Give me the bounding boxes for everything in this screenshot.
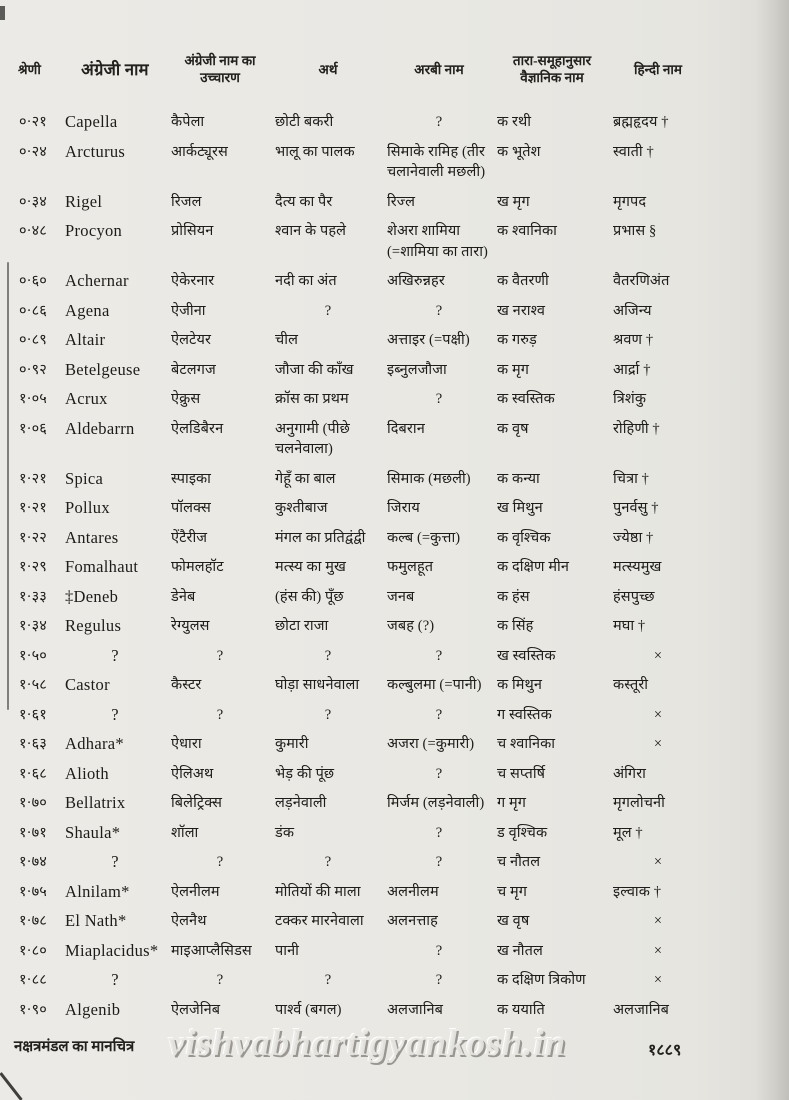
- cell-hindi-name: अजिन्य: [613, 302, 652, 319]
- cell-magnitude: १·८०: [19, 942, 47, 959]
- table-body: [16, 112, 728, 1020]
- cell-english-name: Betelgeuse: [65, 359, 141, 379]
- cell-magnitude: १·७८: [19, 913, 47, 929]
- cell-meaning: ?: [324, 302, 332, 319]
- table-row: [16, 528, 728, 549]
- cell-scientific-name: क श्वानिका: [497, 223, 558, 239]
- cell-magnitude: १·०५: [19, 391, 47, 407]
- cell-pronunciation: कैस्टर: [171, 677, 202, 693]
- cell-hindi-name: मघा †: [613, 618, 646, 634]
- cell-pronunciation: ऐलनीलम: [171, 883, 220, 900]
- cell-arabic-name: कल्ब (=कुत्ता): [387, 529, 461, 546]
- cell-meaning: गेहूँ का बाल: [275, 470, 336, 487]
- cell-english-name: Spica: [65, 468, 104, 488]
- cell-meaning: पानी: [275, 942, 299, 959]
- cell-magnitude: १·७०: [19, 795, 47, 811]
- cell-hindi-name: ×: [653, 972, 663, 988]
- cell-meaning: पार्श्व (बगल): [275, 1001, 342, 1018]
- cell-meaning: भेड़ की पूंछ: [275, 765, 335, 782]
- cell-pronunciation: स्पाइका: [171, 470, 212, 487]
- cell-hindi-name: आर्द्रा †: [613, 361, 651, 378]
- cell-hindi-name: ×: [653, 854, 663, 870]
- cell-english-name: Bellatrix: [65, 793, 126, 812]
- cell-english-name: Aldebarrn: [65, 418, 135, 438]
- cell-meaning: अनुगामी (पीछे चलनेवाला): [275, 420, 350, 457]
- cell-scientific-name: क ययाति: [497, 1001, 545, 1018]
- cell-english-name: ?: [111, 645, 119, 665]
- cell-pronunciation: रिजल: [171, 193, 202, 210]
- cell-scientific-name: क मृग: [497, 361, 529, 378]
- cell-hindi-name: त्रिशंकु: [613, 391, 647, 407]
- cell-scientific-name: ख नौतल: [497, 942, 543, 959]
- table-row: [16, 882, 728, 903]
- cell-magnitude: १·९०: [19, 1001, 47, 1018]
- cell-english-name: Procyon: [65, 221, 123, 240]
- cell-english-name: ?: [111, 852, 119, 871]
- table-row: [16, 271, 728, 292]
- cell-pronunciation: ऐकेरनार: [171, 273, 215, 289]
- cell-pronunciation: पॉलक्स: [171, 500, 211, 516]
- column-header-magnitude: श्रेणी: [18, 61, 41, 77]
- cell-english-name: Achernar: [65, 271, 129, 290]
- cell-arabic-name: ?: [435, 302, 443, 319]
- cell-meaning: श्वान के पहले: [275, 223, 347, 239]
- cell-arabic-name: जबह (?): [387, 618, 435, 634]
- cell-meaning: कुश्तीबाज: [275, 500, 328, 516]
- table-row: [16, 616, 728, 637]
- cell-hindi-name: पुनर्वसु †: [613, 500, 659, 516]
- cell-english-name: Castor: [65, 675, 110, 694]
- cell-arabic-name: ?: [435, 972, 443, 988]
- cell-pronunciation: ऐक्रुस: [171, 391, 201, 407]
- table-row: [16, 142, 728, 183]
- cell-arabic-name: अखिरुन्नहर: [387, 273, 445, 289]
- column-header-hindi-name: हिन्दी नाम: [634, 61, 682, 77]
- table-row: [16, 360, 728, 381]
- cell-magnitude: १·७४: [19, 854, 47, 870]
- cell-arabic-name: ?: [435, 391, 443, 407]
- page-number: १८८९: [648, 1042, 682, 1059]
- cell-english-name: ?: [111, 970, 119, 989]
- cell-magnitude: १·२१: [19, 470, 47, 487]
- cell-english-name: Algenib: [65, 999, 121, 1019]
- cell-magnitude: १·५०: [19, 647, 47, 664]
- cell-magnitude: १·६३: [19, 736, 47, 752]
- cell-scientific-name: च मृग: [497, 883, 528, 900]
- scan-mark-top-left: [0, 6, 5, 20]
- cell-meaning: मत्स्य का मुख: [275, 559, 346, 575]
- table-row: [16, 498, 728, 519]
- cell-meaning: ?: [324, 647, 332, 664]
- cell-hindi-name: अलजानिब: [613, 1001, 670, 1018]
- cell-pronunciation: डेनेब: [171, 588, 196, 605]
- cell-english-name: Acrux: [65, 389, 108, 408]
- cell-scientific-name: क भूतेश: [497, 143, 541, 160]
- cell-magnitude: ०·८६: [19, 302, 47, 319]
- table-row: [16, 557, 728, 578]
- table-row: [16, 192, 728, 213]
- cell-meaning: नदी का अंत: [275, 273, 337, 289]
- cell-english-name: ?: [111, 704, 119, 724]
- table-row: [16, 911, 728, 932]
- column-header-english-name: अंग्रेजी नाम: [81, 59, 149, 79]
- cell-scientific-name: च नौतल: [497, 854, 541, 870]
- cell-meaning: डंक: [275, 824, 295, 841]
- cell-arabic-name: जिराय: [387, 500, 420, 516]
- cell-magnitude: १·८८: [19, 972, 47, 988]
- cell-scientific-name: क मिथुन: [497, 677, 543, 693]
- cell-meaning: लड़नेवाली: [275, 795, 327, 811]
- cell-hindi-name: ×: [653, 913, 663, 929]
- cell-scientific-name: ख मृग: [497, 193, 530, 210]
- cell-meaning: मंगल का प्रतिद्वंद्वी: [275, 529, 366, 546]
- cell-magnitude: १·७५: [19, 883, 47, 900]
- cell-scientific-name: क कन्या: [497, 470, 540, 487]
- cell-arabic-name: अलनीलम: [387, 883, 439, 900]
- cell-magnitude: १·३४: [19, 618, 47, 634]
- cell-magnitude: १·२९: [19, 559, 47, 575]
- cell-english-name: Rigel: [65, 191, 103, 211]
- table-row: [16, 301, 728, 322]
- scan-shadow-right: [755, 0, 789, 1100]
- table-row: [16, 419, 728, 460]
- cell-magnitude: १·५८: [19, 677, 47, 693]
- cell-pronunciation: फोमलहॉट: [171, 559, 224, 575]
- cell-pronunciation: बेटलगज: [171, 361, 216, 378]
- cell-meaning: घोड़ा साधनेवाला: [275, 677, 360, 693]
- cell-arabic-name: अजरा (=कुमारी): [387, 736, 475, 752]
- cell-scientific-name: ख नराश्व: [497, 302, 546, 319]
- cell-meaning: चील: [275, 332, 298, 348]
- cell-hindi-name: मृगपद: [613, 193, 647, 210]
- cell-pronunciation: ऐलजेनिब: [171, 1001, 221, 1018]
- cell-pronunciation: आर्कट्यूरस: [171, 143, 228, 160]
- cell-arabic-name: जनब: [387, 588, 415, 605]
- cell-scientific-name: ख मिथुन: [497, 500, 543, 516]
- cell-scientific-name: च सप्तर्षि: [497, 765, 546, 782]
- cell-meaning: कुमारी: [275, 736, 309, 752]
- cell-hindi-name: ×: [653, 942, 663, 959]
- cell-magnitude: १·६१: [19, 706, 47, 723]
- cell-hindi-name: श्रवण †: [613, 332, 654, 348]
- cell-meaning: क्रॉस का प्रथम: [275, 391, 349, 407]
- cell-arabic-name: अत्ताइर (=पक्षी): [387, 332, 470, 348]
- table-row: [16, 734, 728, 755]
- scan-edge-line: [7, 262, 9, 710]
- cell-meaning: ?: [324, 706, 332, 723]
- cell-arabic-name: इब्नुलजौजा: [387, 361, 447, 378]
- cell-hindi-name: इल्वाक †: [613, 883, 662, 900]
- cell-arabic-name: ?: [435, 647, 443, 664]
- cell-arabic-name: ?: [435, 114, 443, 130]
- cell-pronunciation: ऐलडिबैरन: [171, 420, 224, 437]
- cell-hindi-name: हंसपुच्छ: [613, 588, 655, 605]
- cell-pronunciation: ?: [216, 854, 224, 870]
- cell-english-name: Regulus: [65, 616, 122, 635]
- cell-pronunciation: शॉला: [171, 824, 199, 841]
- cell-hindi-name: स्वाती †: [613, 143, 654, 160]
- cell-magnitude: ०·२१: [19, 114, 47, 130]
- table-row: [16, 675, 728, 696]
- cell-meaning: ?: [324, 972, 332, 988]
- table-row: [16, 764, 728, 785]
- cell-pronunciation: माइआप्लैसिडस: [171, 942, 252, 959]
- table-row: [16, 330, 728, 351]
- cell-arabic-name: ?: [435, 706, 443, 723]
- column-header-meaning: अर्थ: [318, 61, 338, 77]
- cell-arabic-name: कल्बुलमा (=पानी): [387, 677, 482, 693]
- cell-scientific-name: क दक्षिण मीन: [497, 559, 569, 575]
- column-header-scientific-name: तारा-समूहानुसार वैज्ञानिक नाम: [512, 53, 592, 85]
- cell-arabic-name: ?: [435, 765, 443, 782]
- cell-hindi-name: रोहिणी †: [613, 420, 660, 437]
- table-row: [16, 823, 728, 844]
- cell-hindi-name: वैतरणिअंत: [613, 273, 670, 289]
- cell-scientific-name: क वैतरणी: [497, 273, 549, 289]
- cell-hindi-name: ×: [653, 706, 663, 723]
- table-row: [16, 221, 728, 262]
- cell-magnitude: ०·३४: [19, 193, 47, 210]
- cell-english-name: Pollux: [65, 498, 110, 517]
- cell-arabic-name: ?: [435, 854, 443, 870]
- cell-scientific-name: क सिंह: [497, 618, 534, 634]
- star-name-table: [16, 40, 728, 1029]
- cell-pronunciation: ऐलनैथ: [171, 913, 207, 929]
- cell-scientific-name: क हंस: [497, 588, 530, 605]
- cell-pronunciation: ऐंटैरीज: [171, 529, 208, 546]
- cell-magnitude: १·२२: [19, 529, 47, 546]
- table-row: [16, 1000, 728, 1021]
- cell-english-name: Fomalhaut: [65, 557, 139, 576]
- cell-english-name: El Nath*: [65, 911, 127, 930]
- cell-magnitude: ०·६०: [19, 273, 47, 289]
- cell-scientific-name: क रथी: [497, 114, 532, 130]
- table-row: [16, 389, 728, 410]
- table-row: [16, 646, 728, 667]
- cell-english-name: Alnilam*: [65, 881, 130, 901]
- cell-hindi-name: प्रभास §: [613, 223, 657, 239]
- cell-pronunciation: कैपेला: [171, 114, 205, 130]
- cell-magnitude: ०·२४: [19, 143, 47, 160]
- cell-arabic-name: शेअरा शामिया (=शामिया का तारा): [387, 223, 488, 260]
- cell-scientific-name: क गरुड़: [497, 332, 537, 348]
- cell-arabic-name: दिबरान: [387, 420, 425, 437]
- table-row: [16, 469, 728, 490]
- cell-magnitude: १·२१: [19, 500, 47, 516]
- cell-meaning: टक्कर मारनेवाला: [275, 913, 364, 929]
- cell-magnitude: १·३३: [19, 588, 47, 605]
- cell-arabic-name: फमुलहूत: [387, 559, 434, 575]
- cell-hindi-name: ×: [653, 647, 663, 664]
- cell-pronunciation: ?: [216, 972, 224, 988]
- cell-meaning: ?: [324, 854, 332, 870]
- cell-english-name: Arcturus: [65, 141, 126, 161]
- table-header-row: [16, 40, 728, 98]
- cell-magnitude: ०·४८: [19, 223, 47, 239]
- cell-arabic-name: रिज्ल: [387, 193, 416, 210]
- cell-magnitude: ०·९२: [19, 361, 47, 378]
- cell-hindi-name: ज्येष्ठा †: [613, 529, 654, 546]
- cell-arabic-name: अलजानिब: [387, 1001, 444, 1018]
- cell-pronunciation: ऐजीना: [171, 302, 206, 319]
- cell-meaning: मोतियों की माला: [275, 883, 361, 900]
- cell-english-name: Antares: [65, 527, 119, 547]
- cell-meaning: (हंस की) पूँछ: [275, 588, 344, 605]
- cell-hindi-name: कस्तूरी: [613, 677, 649, 693]
- cell-hindi-name: मृगलोचनी: [613, 795, 665, 811]
- cell-magnitude: ०·८९: [19, 332, 47, 348]
- cell-scientific-name: क दक्षिण त्रिकोण: [497, 972, 586, 988]
- cell-hindi-name: अंगिरा: [613, 765, 646, 782]
- table-row: [16, 970, 728, 991]
- cell-scientific-name: ख वृष: [497, 913, 530, 929]
- table-row: [16, 941, 728, 962]
- column-header-arabic-name: अरबी नाम: [414, 61, 464, 77]
- scan-mark-bottom-left: [0, 1072, 23, 1100]
- table-row: [16, 852, 728, 873]
- cell-scientific-name: ख स्वस्तिक: [497, 647, 556, 664]
- cell-arabic-name: सिमाके रामिह (तीर चलानेवाली मछली): [387, 143, 486, 180]
- table-row: [16, 705, 728, 726]
- cell-meaning: दैत्य का पैर: [275, 193, 333, 210]
- cell-scientific-name: ग मृग: [497, 795, 527, 811]
- cell-arabic-name: मिर्जम (लड़नेवाली): [387, 795, 485, 811]
- cell-english-name: Alioth: [65, 763, 109, 783]
- cell-pronunciation: ऐधारा: [171, 736, 202, 752]
- cell-scientific-name: क स्वस्तिक: [497, 391, 555, 407]
- cell-arabic-name: अलनत्ताह: [387, 913, 438, 929]
- cell-english-name: Altair: [65, 330, 106, 349]
- cell-english-name: Agena: [65, 300, 110, 320]
- cell-pronunciation: ऐलटेयर: [171, 332, 211, 348]
- cell-pronunciation: प्रोसियन: [171, 223, 214, 239]
- cell-scientific-name: क वृष: [497, 420, 529, 437]
- cell-hindi-name: ×: [653, 736, 663, 752]
- cell-hindi-name: ब्रह्महृदय †: [613, 114, 669, 130]
- cell-english-name: Miaplacidus*: [65, 940, 159, 960]
- cell-english-name: ‡Deneb: [65, 586, 119, 606]
- cell-pronunciation: बिलेट्रिक्स: [171, 795, 223, 811]
- cell-pronunciation: ऐलिअथ: [171, 765, 214, 782]
- cell-pronunciation: ?: [216, 647, 224, 664]
- cell-scientific-name: ग स्वस्तिक: [497, 706, 552, 723]
- cell-hindi-name: मूल †: [613, 824, 643, 841]
- cell-arabic-name: सिमाक (मछली): [387, 470, 471, 487]
- cell-meaning: भालू का पालक: [275, 143, 355, 160]
- cell-pronunciation: रेग्युलस: [171, 618, 210, 634]
- cell-hindi-name: मत्स्यमुख: [613, 559, 662, 575]
- cell-magnitude: १·६८: [19, 765, 47, 782]
- cell-magnitude: १·७१: [19, 824, 47, 841]
- cell-meaning: छोटी बकरी: [275, 114, 334, 130]
- footer-caption: नक्षत्रमंडल का मानचित्र: [14, 1039, 135, 1055]
- cell-scientific-name: क वृश्चिक: [497, 529, 551, 546]
- table-row: [16, 793, 728, 814]
- cell-scientific-name: च श्वानिका: [497, 736, 556, 752]
- cell-english-name: Capella: [65, 112, 118, 131]
- cell-meaning: जौजा की काँख: [275, 361, 354, 378]
- cell-english-name: Adhara*: [65, 734, 124, 753]
- table-row: [16, 587, 728, 608]
- cell-pronunciation: ?: [216, 706, 224, 723]
- cell-meaning: छोटा राजा: [275, 618, 329, 634]
- table-row: [16, 112, 728, 133]
- cell-magnitude: १·०६: [19, 420, 47, 437]
- cell-arabic-name: ?: [435, 942, 443, 959]
- cell-hindi-name: चित्रा †: [613, 470, 649, 487]
- cell-english-name: Shaula*: [65, 822, 121, 842]
- column-header-pronunciation: अंग्रेजी नाम का उच्चारण: [184, 53, 256, 85]
- cell-arabic-name: ?: [435, 824, 443, 841]
- cell-scientific-name: ड वृश्चिक: [497, 824, 548, 841]
- watermark: vishvabhartigyankosh.in: [168, 1023, 567, 1064]
